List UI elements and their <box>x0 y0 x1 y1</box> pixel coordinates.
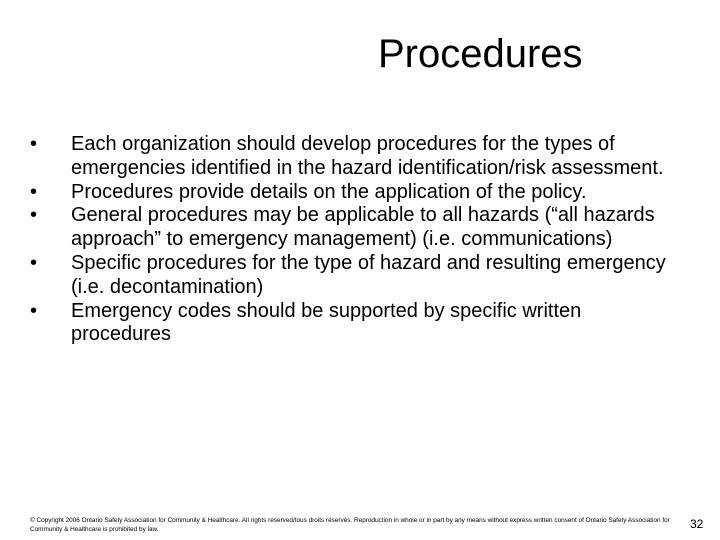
copyright-footer: © Copyright 2006 Ontario Safety Association for Community & Healthcare. All rights reserved/tous droits réservés. Reproduction in whole or in part by any means without express written consent of Ontario Safety Association for Community & Healthcare is prohibited by law. <box>30 517 670 533</box>
bullet-icon: • <box>30 299 38 322</box>
bullet-text: Specific procedures for the type of hazard and resulting emergency (i.e. decontamination) <box>71 251 666 298</box>
bullet-item <box>30 204 680 252</box>
bullet-icon: • <box>30 251 38 274</box>
bullet-icon: • <box>30 204 38 227</box>
bullet-text: Each organization should develop procedures for the types of emergencies identified in the hazard identification/risk assessment. <box>71 133 664 179</box>
bullet-icon: • <box>30 180 38 203</box>
bullet-icon: • <box>30 133 38 155</box>
bullet-text: Emergency codes should be supported by specific written procedures <box>71 299 582 346</box>
bullet-item <box>30 252 680 300</box>
bullet-item <box>30 300 680 348</box>
bullet-text: General procedures may be applicable to all hazards (“all hazards approach” to emergency management) (i.e. communications) <box>71 204 655 251</box>
slide-title: Procedures <box>378 32 583 76</box>
bullet-item <box>30 133 680 181</box>
bullet-list <box>30 133 680 347</box>
page-number: 32 <box>690 517 704 531</box>
bullet-text: Procedures provide details on the application of the policy. <box>71 180 587 203</box>
bullet-item <box>30 181 680 205</box>
